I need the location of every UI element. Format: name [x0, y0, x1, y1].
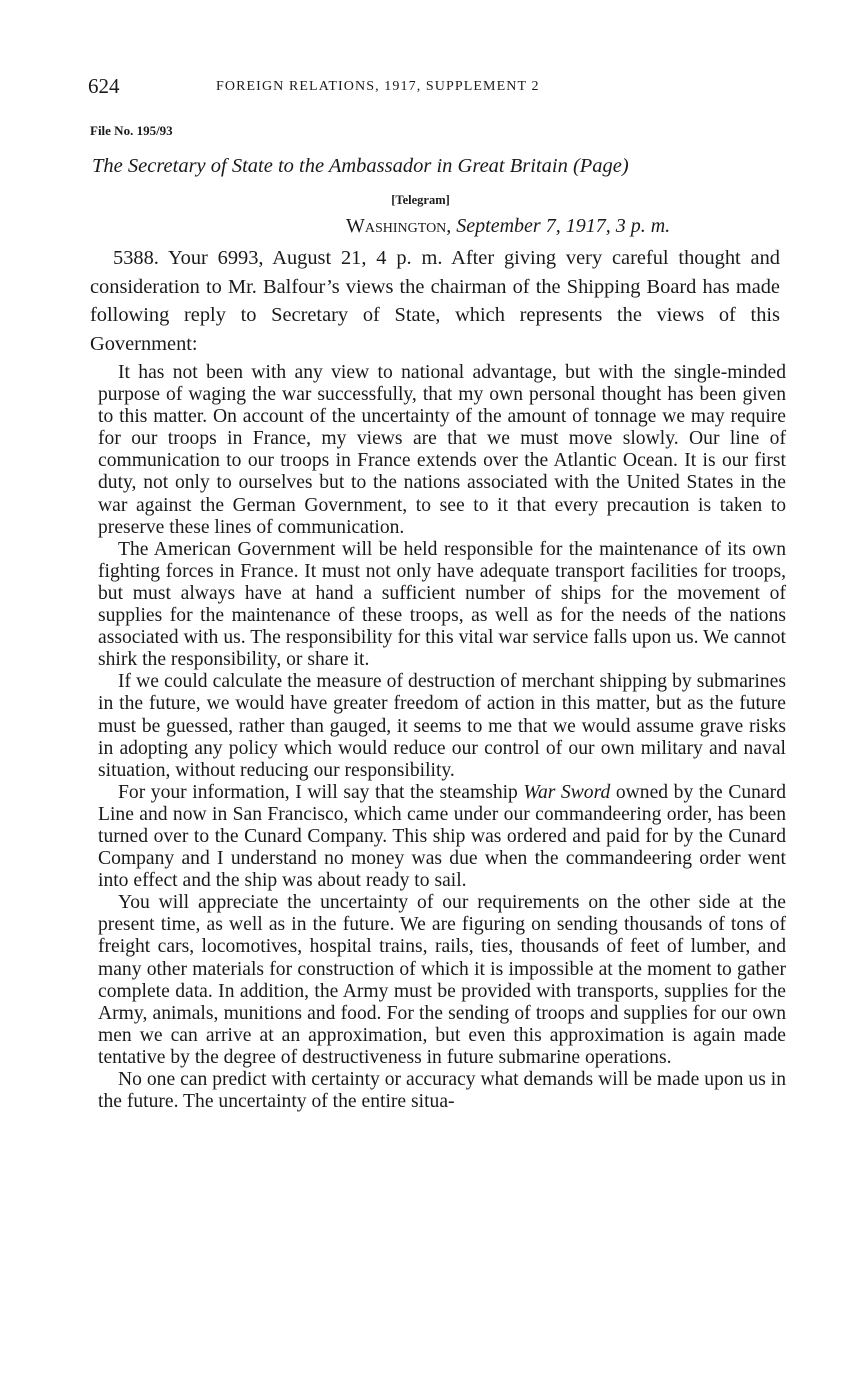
telegram-label: [Telegram]	[391, 193, 450, 207]
running-title: FOREIGN RELATIONS, 1917, SUPPLEMENT 2	[216, 79, 540, 94]
intro-paragraph: 5388. Your 6993, August 21, 4 p. m. After giving very careful thought and consideration to Mr. Balfour’s views the chairman of the Shipping Board has made following reply to Secretary of State, which represents the views of this Government:	[90, 247, 780, 355]
dateline: Washington, September 7, 1917, 3 p. m.	[346, 215, 671, 237]
dateline-place: Washington	[346, 215, 447, 237]
letter-paragraph-2: The American Government will be held responsible for the maintenance of its own fighting forces in France. It must not only have adequate transport facilities for troops, but must always have at hand a sufficient number of ships for the movement of supplies for the maintenance of these troops, as well as for the needs of the nations associated with us. The responsibility for this vital war service falls upon us. We cannot shirk the responsibility, or share it.	[98, 538, 786, 671]
quoted-letter	[98, 362, 786, 1113]
letter-paragraph-6: No one can predict with certainty or accuracy what demands will be made upon us in the future. The uncertainty of the entire situa-	[98, 1069, 786, 1113]
paragraph-4-rest: owned by the Cunard Line and now in San Francisco, which came under our commandeering order, has been turned over to the Cunard Company. This ship was ordered and paid for by the Cunard Company and I understand no money was due when the commandeering order went into effect and the ship was about ready to sail.	[98, 781, 787, 892]
paragraph-4-lead: For your information, I will say that the steamship	[118, 781, 524, 803]
letter-paragraph-3: If we could calculate the measure of destruction of merchant shipping by submarines in the future, we would have greater freedom of action in this matter, but as the future must be guessed, rather than gauged, it seems to me that we would assume grave risks in adopting any policy which would reduce our control of our own military and naval situation, without reducing our responsibility.	[98, 671, 786, 781]
intro-section	[90, 244, 780, 358]
file-number: File No. 195/93	[90, 123, 173, 138]
letter-paragraph-1: It has not been with any view to national advantage, but with the single-minded purpose of waging the war successfully, that my own personal thought has been given to this matter. On account of the uncertainty of the amount of tonnage we may require for our troops in France, my views are that we must move slowly. Our line of communication to our troops in France extends over the Atlantic Ocean. It is our first duty, not only to ourselves but to the nations associated with the United States in the war against the German Government, to see to it that every precaution is taken to preserve these lines of communication.	[98, 362, 786, 538]
page-number: 624	[88, 74, 120, 98]
dateline-date: September 7, 1917, 3 p. m.	[456, 215, 671, 237]
letter-paragraph-4	[98, 782, 786, 892]
document-title: The Secretary of State to the Ambassador in Great Britain (Page)	[92, 155, 629, 177]
letter-paragraph-5: You will appreciate the uncertainty of our requirements on the other side at the present time, as well as in the future. We are figuring on sending thousands of tons of freight cars, locomotives, hospital trains, rails, ties, thousands of feet of lumber, and many other materials for construction of which it is impossible at the moment to gather complete data. In addition, the Army must be provided with transports, supplies for the Army, animals, munitions and food. For the sending of troops and supplies for our own men we can arrive at an approximation, but even this approximation is again made tentative by the degree of destructiveness in future submarine operations.	[98, 892, 786, 1068]
running-header	[88, 74, 788, 104]
ship-name: War Sword	[523, 781, 611, 803]
